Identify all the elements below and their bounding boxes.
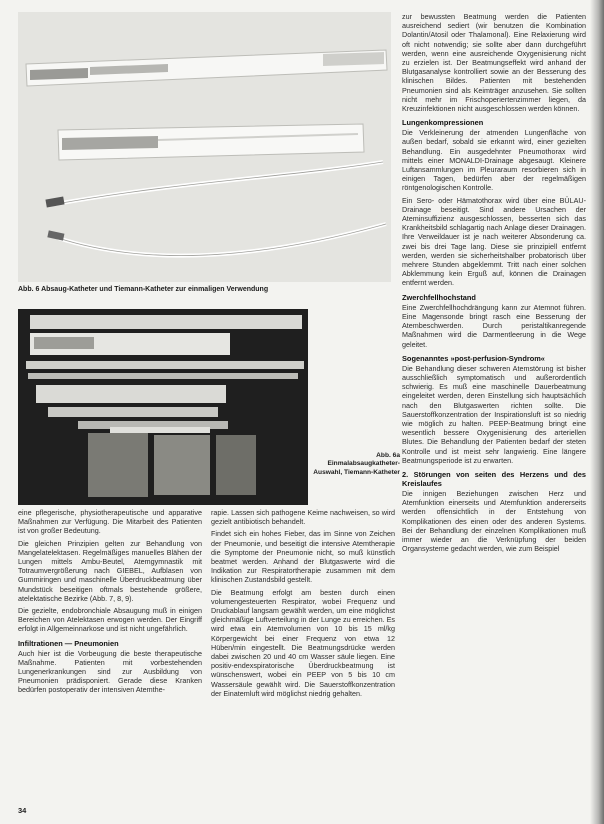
paragraph: Die Behandlung dieser schweren Atemstörung ist bisher ausschließlich symptomatisch und außerordentlich schwierig. Es muß eine maschinelle Dauerbeatmung eingeleitet werden, deren Einstellung sich hauptsächlich nach den Blutgaswerten richten sollte. Die Sauerstoffkonzentration der Inspirationsluft ist so niedrig wie möglich zu halten. PEEP-Beatmung bringt eine wesentlich bessere Oxygenisierung des arteriellen Blutes. Die Behandlung der Patienten bedarf der steten Kontrolle und ist meist sehr langwierig. Eine längere Beatmungsperiode ist zu erwarten. xyxy=(402,363,586,465)
paragraph: Die innigen Beziehungen zwischen Herz und Atemfunktion einerseits und Atemfunktion andererseits werden offensichtlich in der Entstehung von Komplikationen des einen oder des anderen Systems. Bei der Behandlung der einzelnen Komplikationen muß immer wieder an die Verknüpfung der beiden Organsysteme gedacht werden, wie zum Beispiel xyxy=(402,488,586,554)
paragraph: Auch hier ist die Vorbeugung die beste therapeutische Maßnahme. Patienten mit vorbestehenden Lungenerkrankungen sind zur Ausbildung von Pneumonien prädisponiert. Gerade diese Kranken bedürfen postoperativ der intensiven Atemthe- xyxy=(18,648,202,695)
figure-6-caption: Abb. 6 Absaug-Katheter und Tiemann-Katheter zur einmaligen Verwendung xyxy=(18,286,269,293)
paragraph: Eine Zwerchfellhochdrängung kann zur Atemnot führen. Eine Magensonde bringt rasch eine Besserung der Atembeschwerden. Durch peristaltikanregende Maßnahmen wird die Darmentleerung in die Wege geleitet. xyxy=(402,302,586,349)
middle-column-text xyxy=(211,508,395,701)
section-heading: 2. Störungen von seiten des Herzens und des Kreislaufes xyxy=(402,469,586,488)
catheter-illustration xyxy=(18,12,391,282)
paragraph: eine pflegerische, physiotherapeutische und apparative Maßnahmen zur Verfügung. Die Mitarbeit des Patienten ist von großer Bedeutung. xyxy=(18,508,202,536)
paragraph: Die gleichen Prinzipien gelten zur Behandlung von Mangelatelektasen. Regelmäßiges manuelles Blähen der Lungen mittels Ambu-Beutel, Atemgymnastik mit Totraumvergrößerung nach GIEBEL, Aufblasen von Gummiringen und maschinelle Überdruckbeatmung über Mundstück beseitigen oftmals bestehende größere, atelektatische Bezirke (Abb. 7, 8, 9). xyxy=(18,538,202,603)
figure-6a-caption: Abb. 6a Einmalabsaugkatheter-Auswahl, Tiemann-Katheter xyxy=(313,452,400,476)
paragraph: Die gezielte, endobronchiale Absaugung muß in einigen Bereichen von Atelektasen erwogen werden. Der Eingriff erfolgt in Allgemeinnarkose und ist nicht ungefährlich. xyxy=(18,606,202,634)
catheter-selection-photo xyxy=(18,309,308,505)
left-column-text xyxy=(18,508,202,698)
paragraph: Die Verkleinerung der atmenden Lungenfläche von außen bedarf, sobald sie erkannt wird, einer gezielten Behandlung. Ein ausgedehnter Pneumothorax wird mittels einer MONALDI-Drainage abgesaugt. Kleinere Luftansammlungen im Pleuraraum resorbieren sich in einigen Tagen, bedürfen aber der regelmäßigen röntgenologischen Kontrolle. xyxy=(402,128,586,193)
section-heading: Zwerchfellhochstand xyxy=(402,292,476,302)
section-heading: Sogenanntes »post-perfusion-Syndrom« xyxy=(402,353,545,363)
paragraph: Die Beatmung erfolgt am besten durch einen volumengesteuerten Respirator, wobei Frequenz und Druckablauf langsam gewählt werden, um eine möglichst gleichmäßige Luftverteilung in der Lunge zu erreichen. Es wird etwa ein Atemvolumen von 10 bis 15 ml/kg Körpergewicht bei einer Frequenz von etwa 12 Hüben/min eingestellt. Die Beatmungsdrücke werden dabei zwischen 20 und 40 cm Wasser säule liegen. Eine positiv-endexspiratorische Überdruckbeatmung ist wünschenswert, wobei ein PEEP von 5 bis 10 cm Wassersäule gewählt wird. Die Sauerstoffkonzentration der Einatemluft wird möglichst niedrig gehalten. xyxy=(211,587,395,698)
catheter-selection-illustration xyxy=(18,309,308,505)
catheter-photo xyxy=(18,12,391,282)
section-heading: Lungenkompressionen xyxy=(402,118,484,128)
page-edge-shadow xyxy=(590,0,604,824)
section-heading: Infiltrationen — Pneumonien xyxy=(18,638,119,648)
paragraph: Ein Sero- oder Hämatothorax wird über eine BÜLAU-Drainage beseitigt. Sind andere Ursachen der Ateminsuffizienz ausgeschlossen, besserten sich das Krankheitsbild schlagartig nach Anlage dieser Drainagen. Ihre Verweildauer ist je nach weiterer Absonderung ca. zwei bis drei Tage lang. Diese sie prinzipiell entfernt werden, werden sie sicherheitshalber probatorisch über mehrere Stunden abgeklemmt. Tritt nach einer solchen Abklemmung kein Erguß auf, können die Drainagen entfernt werden. xyxy=(402,195,586,288)
paragraph: zur bewussten Beatmung werden die Patienten ausreichend sediert (wir benutzen die Kombination Dolantin/Atosil oder Thalamonal). Eine Relaxierung wird oft nicht notwendig; sie sollte aber dann durchgeführt werden, wenn eine ausreichende Oxygenisierung nicht zu erzielen ist. Der Beatmungseffekt wird anhand der Blutgasanalyse kontrolliert sowie an der Besserung des klinischen Bildes. Patienten mit bestehenden Pneumonien sind als Keimträger anzusehen. Sie sollten nicht mehr im Frischoperiertenzimmer liegen, da Kreuzinfektionen nicht ausgeschlossen werden können. xyxy=(402,12,586,114)
paragraph: Findet sich ein hohes Fieber, das im Sinne von Zeichen der Pneumonie, und beseitigt die intensive Atemtherapie die Symptome der Pneumonie nicht, so muß künstlich beatmet werden. Anhand der Blutgaswerte wird die Indikation zur Respiratortherapie zusammen mit dem klinischen Zustandsbild gestellt. xyxy=(211,529,395,585)
paragraph: rapie. Lassen sich pathogene Keime nachweisen, so wird gezielt antibiotisch behandelt. xyxy=(211,508,395,527)
page-number: 34 xyxy=(18,806,27,815)
right-column-text xyxy=(402,12,586,556)
